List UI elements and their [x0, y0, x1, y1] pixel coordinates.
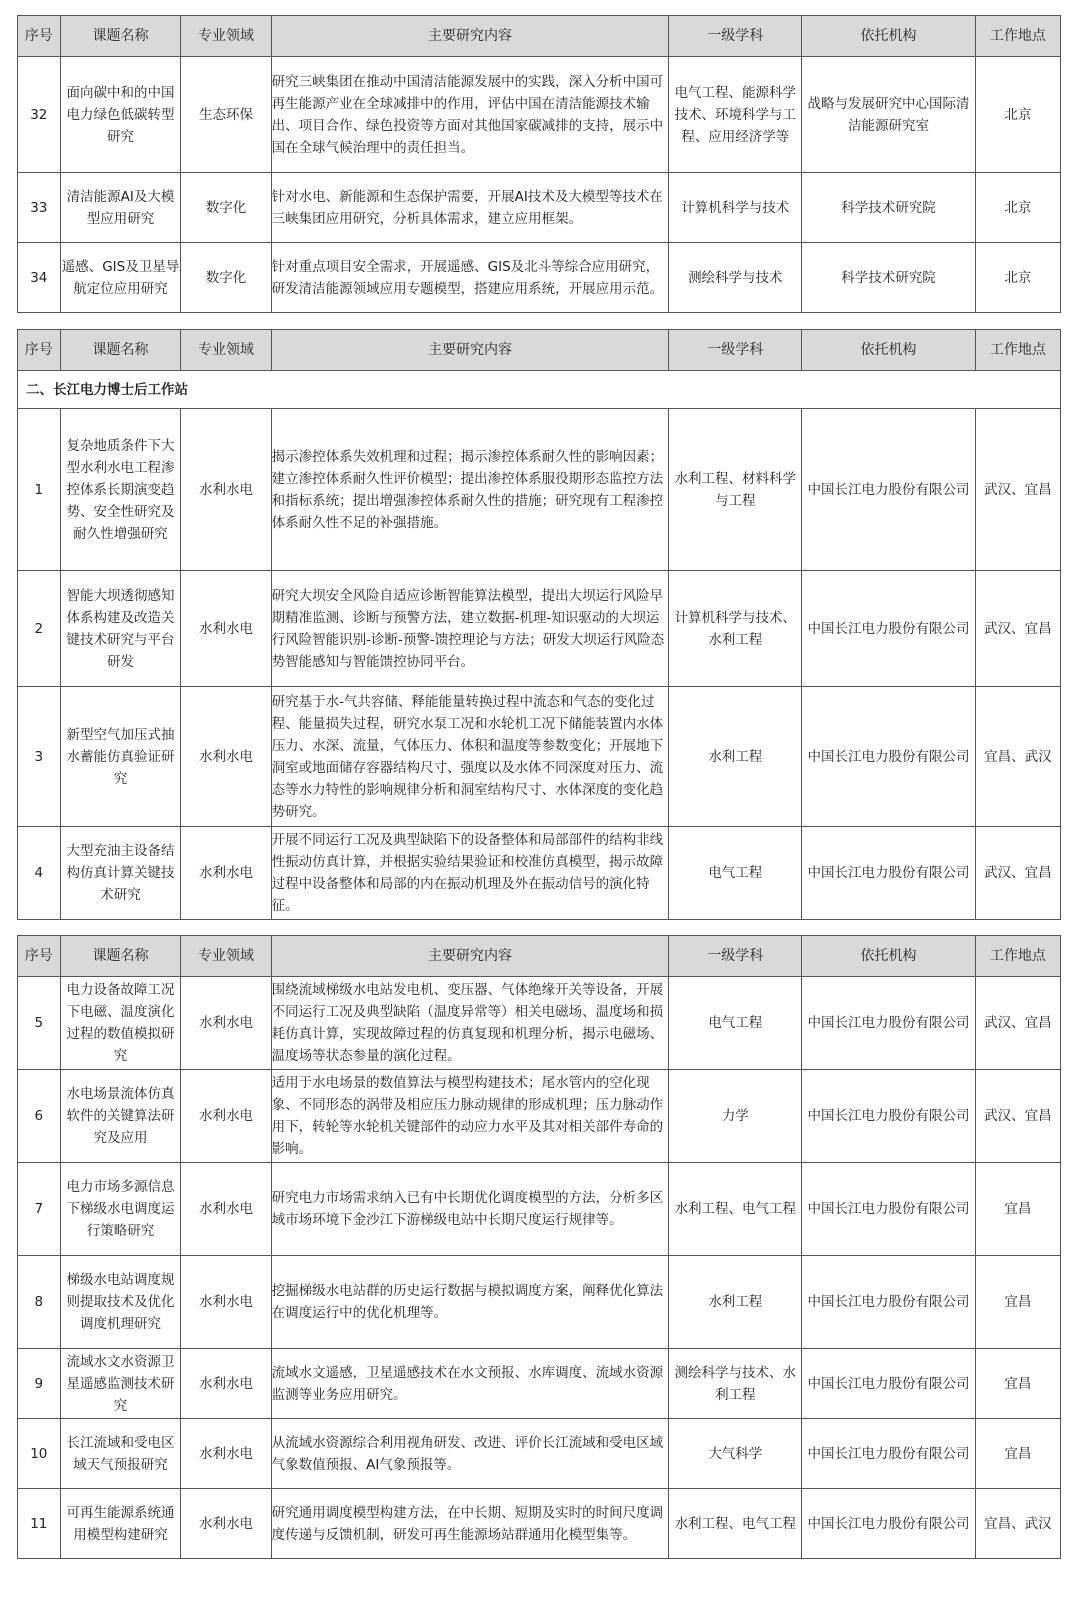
header-content: 主要研究内容 [271, 16, 669, 57]
row-institution: 中国长江电力股份有限公司 [802, 1419, 975, 1489]
row-institution: 科学技术研究院 [802, 243, 975, 313]
row-discipline: 电气工程、能源科学技术、环境科学与工程、应用经济学等 [669, 57, 802, 173]
row-title: 可再生能源系统通用模型构建研究 [60, 1489, 181, 1559]
header-field: 专业领域 [181, 936, 271, 977]
row-discipline: 水利工程、电气工程 [669, 1489, 802, 1559]
row-location: 武汉、宜昌 [975, 827, 1060, 920]
header-location: 工作地点 [975, 936, 1060, 977]
row-field: 水利水电 [181, 1070, 271, 1163]
row-no: 2 [18, 571, 61, 687]
row-title: 面向碳中和的中国电力绿色低碳转型研究 [60, 57, 181, 173]
row-title: 流域水文水资源卫星遥感监测技术研究 [60, 1349, 181, 1419]
row-title: 电力市场多源信息下梯级水电调度运行策略研究 [60, 1163, 181, 1256]
header-no: 序号 [18, 330, 61, 371]
row-content: 揭示渗控体系失效机理和过程；揭示渗控体系耐久性的影响因素；建立渗控体系耐久性评价模型；提出渗控体系服役期形态监控方法和指标系统；提出增强渗控体系耐久性的措施；研究现有工程渗控体系耐久性不足的补强措施。 [271, 409, 669, 571]
row-discipline: 大气科学 [669, 1419, 802, 1489]
row-institution: 中国长江电力股份有限公司 [802, 571, 975, 687]
table-row [18, 243, 1061, 313]
header-no: 序号 [18, 16, 61, 57]
row-field: 水利水电 [181, 1489, 271, 1559]
row-no: 11 [18, 1489, 61, 1559]
table-row [18, 687, 1061, 827]
row-institution: 中国长江电力股份有限公司 [802, 1349, 975, 1419]
row-no: 8 [18, 1256, 61, 1349]
table-header-row [18, 936, 1061, 977]
header-title: 课题名称 [60, 16, 181, 57]
row-title: 电力设备故障工况下电磁、温度演化过程的数值模拟研究 [60, 977, 181, 1070]
row-title: 长江流域和受电区域天气预报研究 [60, 1419, 181, 1489]
row-title: 遥感、GIS及卫星导航定位应用研究 [60, 243, 181, 313]
row-location: 武汉、宜昌 [975, 571, 1060, 687]
header-location: 工作地点 [975, 16, 1060, 57]
row-discipline: 测绘科学与技术 [669, 243, 802, 313]
row-discipline: 力学 [669, 1070, 802, 1163]
row-field: 水利水电 [181, 1419, 271, 1489]
row-discipline: 计算机科学与技术、水利工程 [669, 571, 802, 687]
row-institution: 中国长江电力股份有限公司 [802, 827, 975, 920]
row-field: 水利水电 [181, 571, 271, 687]
row-no: 7 [18, 1163, 61, 1256]
header-field: 专业领域 [181, 330, 271, 371]
row-location: 北京 [975, 173, 1060, 243]
row-field: 水利水电 [181, 687, 271, 827]
row-location: 武汉、宜昌 [975, 409, 1060, 571]
row-content: 针对水电、新能源和生态保护需要，开展AI技术及大模型等技术在三峡集团应用研究，分析具体需求，建立应用框架。 [271, 173, 669, 243]
row-content: 适用于水电场景的数值算法与模型构建技术；尾水管内的空化现象、不同形态的涡带及相应压力脉动规律的形成机理；压力脉动作用下，转轮等水轮机关键部件的动应力水平及其对相关部件寿命的影响。 [271, 1070, 669, 1163]
row-title: 清洁能源AI及大模型应用研究 [60, 173, 181, 243]
header-discipline: 一级学科 [669, 936, 802, 977]
row-location: 宜昌 [975, 1163, 1060, 1256]
row-institution: 中国长江电力股份有限公司 [802, 409, 975, 571]
row-no: 1 [18, 409, 61, 571]
row-content: 针对重点项目安全需求，开展遥感、GIS及北斗等综合应用研究，研发清洁能源领域应用专题模型，搭建应用系统，开展应用示范。 [271, 243, 669, 313]
header-title: 课题名称 [60, 330, 181, 371]
row-institution: 战略与发展研究中心国际清洁能源研究室 [802, 57, 975, 173]
row-field: 水利水电 [181, 1256, 271, 1349]
row-location: 宜昌、武汉 [975, 1489, 1060, 1559]
research-table-2 [17, 329, 1061, 920]
row-title: 新型空气加压式抽水蓄能仿真验证研究 [60, 687, 181, 827]
row-discipline: 水利工程、材料科学与工程 [669, 409, 802, 571]
row-field: 水利水电 [181, 977, 271, 1070]
table-row [18, 827, 1061, 920]
header-no: 序号 [18, 936, 61, 977]
row-institution: 中国长江电力股份有限公司 [802, 1070, 975, 1163]
row-field: 水利水电 [181, 827, 271, 920]
header-content: 主要研究内容 [271, 936, 669, 977]
row-location: 宜昌 [975, 1349, 1060, 1419]
table-row [18, 1419, 1061, 1489]
table-row [18, 1489, 1061, 1559]
row-discipline: 电气工程 [669, 977, 802, 1070]
row-location: 宜昌、武汉 [975, 687, 1060, 827]
header-location: 工作地点 [975, 330, 1060, 371]
row-no: 33 [18, 173, 61, 243]
table-row [18, 977, 1061, 1070]
table-row [18, 1349, 1061, 1419]
row-content: 开展不同运行工况及典型缺陷下的设备整体和局部部件的结构非线性振动仿真计算，并根据实验结果验证和校准仿真模型，揭示故障过程中设备整体和局部的内在振动机理及外在振动信号的演化特征。 [271, 827, 669, 920]
row-content: 研究电力市场需求纳入已有中长期优化调度模型的方法，分析多区域市场环境下金沙江下游梯级电站中长期尺度运行规律等。 [271, 1163, 669, 1256]
row-field: 数字化 [181, 243, 271, 313]
table-row [18, 1070, 1061, 1163]
row-content: 从流域水资源综合利用视角研发、改进、评价长江流域和受电区域气象数值预报、AI气象预报等。 [271, 1419, 669, 1489]
row-content: 研究大坝安全风险自适应诊断智能算法模型，提出大坝运行风险早期精准监测、诊断与预警方法，建立数据-机理-知识驱动的大坝运行风险智能识别-诊断-预警-馈控理论与方法；研发大坝运行风险态势智能感知与智能馈控协同平台。 [271, 571, 669, 687]
table-row [18, 57, 1061, 173]
row-no: 34 [18, 243, 61, 313]
row-title: 梯级水电站调度规则提取技术及优化调度机理研究 [60, 1256, 181, 1349]
row-location: 武汉、宜昌 [975, 1070, 1060, 1163]
row-no: 9 [18, 1349, 61, 1419]
row-discipline: 电气工程 [669, 827, 802, 920]
row-institution: 中国长江电力股份有限公司 [802, 1489, 975, 1559]
table-header-row [18, 330, 1061, 371]
row-field: 数字化 [181, 173, 271, 243]
row-discipline: 水利工程、电气工程 [669, 1163, 802, 1256]
row-institution: 科学技术研究院 [802, 173, 975, 243]
table-row [18, 173, 1061, 243]
row-title: 复杂地质条件下大型水利水电工程渗控体系长期演变趋势、安全性研究及耐久性增强研究 [60, 409, 181, 571]
row-discipline: 测绘科学与技术、水利工程 [669, 1349, 802, 1419]
row-no: 6 [18, 1070, 61, 1163]
row-discipline: 水利工程 [669, 687, 802, 827]
row-institution: 中国长江电力股份有限公司 [802, 1256, 975, 1349]
header-institution: 依托机构 [802, 936, 975, 977]
row-field: 水利水电 [181, 1349, 271, 1419]
header-institution: 依托机构 [802, 16, 975, 57]
table-row [18, 409, 1061, 571]
table-row [18, 1163, 1061, 1256]
row-no: 5 [18, 977, 61, 1070]
row-field: 生态环保 [181, 57, 271, 173]
row-institution: 中国长江电力股份有限公司 [802, 977, 975, 1070]
table-row [18, 571, 1061, 687]
section-row [18, 371, 1061, 409]
row-location: 武汉、宜昌 [975, 977, 1060, 1070]
row-title: 大型充油主设备结构仿真计算关键技术研究 [60, 827, 181, 920]
row-no: 10 [18, 1419, 61, 1489]
row-field: 水利水电 [181, 409, 271, 571]
section-title: 二、长江电力博士后工作站 [18, 371, 1061, 409]
row-location: 北京 [975, 57, 1060, 173]
header-title: 课题名称 [60, 936, 181, 977]
table-header-row [18, 16, 1061, 57]
row-no: 4 [18, 827, 61, 920]
row-content: 研究通用调度模型构建方法，在中长期、短期及实时的时间尺度调度传递与反馈机制，研发可再生能源场站群通用化模型集等。 [271, 1489, 669, 1559]
table-row [18, 1256, 1061, 1349]
row-no: 32 [18, 57, 61, 173]
row-discipline: 计算机科学与技术 [669, 173, 802, 243]
row-content: 研究基于水-气共容储、释能能量转换过程中流态和气态的变化过程、能量损失过程，研究水泵工况和水轮机工况下储能装置内水体压力、水深、流量，气体压力、体积和温度等参数变化；开展地下洞室或地面储存容器结构尺寸、强度以及水体不同深度对压力、流态等水力特性的影响规律分析和洞室结构尺寸、水体深度的变化趋势研究。 [271, 687, 669, 827]
header-content: 主要研究内容 [271, 330, 669, 371]
header-discipline: 一级学科 [669, 16, 802, 57]
row-institution: 中国长江电力股份有限公司 [802, 1163, 975, 1256]
row-location: 北京 [975, 243, 1060, 313]
row-discipline: 水利工程 [669, 1256, 802, 1349]
row-no: 3 [18, 687, 61, 827]
header-field: 专业领域 [181, 16, 271, 57]
row-location: 宜昌 [975, 1256, 1060, 1349]
row-field: 水利水电 [181, 1163, 271, 1256]
header-institution: 依托机构 [802, 330, 975, 371]
row-content: 挖掘梯级水电站群的历史运行数据与模拟调度方案，阐释优化算法在调度运行中的优化机理等。 [271, 1256, 669, 1349]
row-institution: 中国长江电力股份有限公司 [802, 687, 975, 827]
header-discipline: 一级学科 [669, 330, 802, 371]
research-table-3 [17, 935, 1061, 1559]
row-title: 水电场景流体仿真软件的关键算法研究及应用 [60, 1070, 181, 1163]
row-content: 围绕流域梯级水电站发电机、变压器、气体绝缘开关等设备，开展不同运行工况及典型缺陷（温度异常等）相关电磁场、温度场和损耗仿真计算，实现故障过程的仿真复现和机理分析，揭示电磁场、温度场等状态参量的演化过程。 [271, 977, 669, 1070]
row-content: 研究三峡集团在推动中国清洁能源发展中的实践，深入分析中国可再生能源产业在全球减排中的作用，评估中国在清洁能源技术输出、项目合作、绿色投资等方面对其他国家碳减排的支持，展示中国在全球气候治理中的责任担当。 [271, 57, 669, 173]
research-table-1 [17, 15, 1061, 313]
row-content: 流域水文遥感，卫星遥感技术在水文预报、水库调度、流域水资源监测等业务应用研究。 [271, 1349, 669, 1419]
row-title: 智能大坝透彻感知体系构建及改造关键技术研究与平台研发 [60, 571, 181, 687]
row-location: 宜昌 [975, 1419, 1060, 1489]
